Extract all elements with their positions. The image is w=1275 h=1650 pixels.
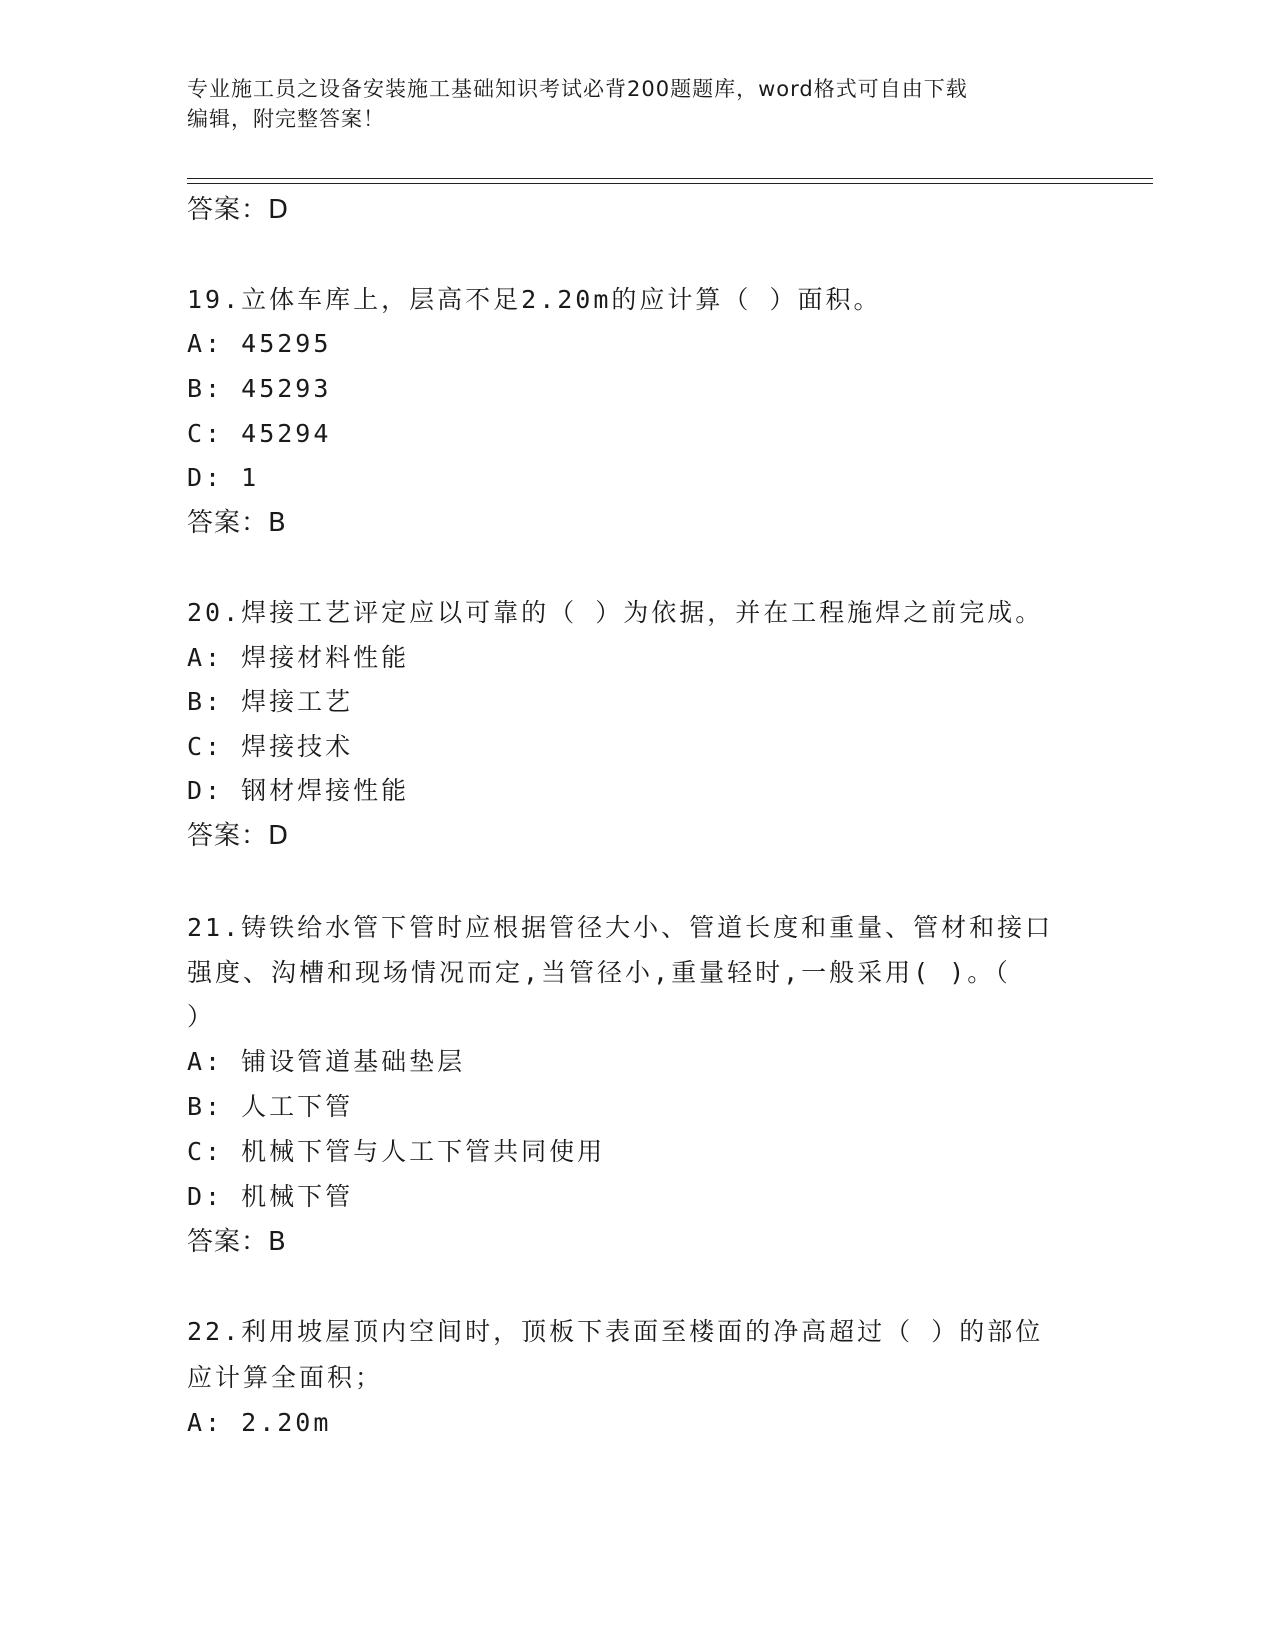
header-line-2: 编辑，附完整答案！ xyxy=(187,107,385,131)
question-20-option-a: A: 焊接材料性能 xyxy=(187,643,410,672)
question-21-option-b: B: 人工下管 xyxy=(187,1092,354,1121)
question-19-option-c: C: 45294 xyxy=(187,419,332,448)
question-21-stem-line-3: ） xyxy=(187,1002,216,1031)
question-21-option-a: A: 铺设管道基础垫层 xyxy=(187,1047,466,1076)
header-line-1: 专业施工员之设备安装施工基础知识考试必背200题题库，word格式可自由下载 xyxy=(187,77,968,101)
question-21-option-c: C: 机械下管与人工下管共同使用 xyxy=(187,1137,606,1166)
question-22-option-a: A: 2.20m xyxy=(187,1408,332,1437)
header-rule-bottom xyxy=(187,183,1153,184)
question-19-option-a: A: 45295 xyxy=(187,329,332,358)
answer-20: 答案：D xyxy=(187,821,290,851)
question-19-stem: 19.立体车库上，层高不足2.20m的应计算（ ）面积。 xyxy=(187,285,882,314)
document-header xyxy=(187,74,1067,134)
question-21-stem-line-1: 21.铸铁给水管下管时应根据管径大小、管道长度和重量、管材和接口 xyxy=(187,913,1054,942)
answer-18: 答案：D xyxy=(187,195,290,225)
question-20-option-c: C: 焊接技术 xyxy=(187,732,354,761)
question-19-option-d: D: 1 xyxy=(187,463,260,492)
question-20-option-d: D: 钢材焊接性能 xyxy=(187,776,410,805)
question-19-option-b: B: 45293 xyxy=(187,374,332,403)
answer-21: 答案：B xyxy=(187,1227,287,1257)
question-20-option-b: B: 焊接工艺 xyxy=(187,687,354,716)
question-22-stem-line-1: 22.利用坡屋顶内空间时，顶板下表面至楼面的净高超过（ ）的部位 xyxy=(187,1317,1044,1346)
question-21-option-d: D: 机械下管 xyxy=(187,1182,354,1211)
question-22-stem-line-2: 应计算全面积； xyxy=(187,1363,384,1392)
answer-19: 答案：B xyxy=(187,508,287,538)
question-20-stem: 20.焊接工艺评定应以可靠的（ ）为依据，并在工程施焊之前完成。 xyxy=(187,598,1044,627)
question-21-stem-line-2: 强度、沟槽和现场情况而定,当管径小,重量轻时,一般采用( )。（ xyxy=(187,958,1011,987)
header-rule-top xyxy=(187,178,1153,179)
